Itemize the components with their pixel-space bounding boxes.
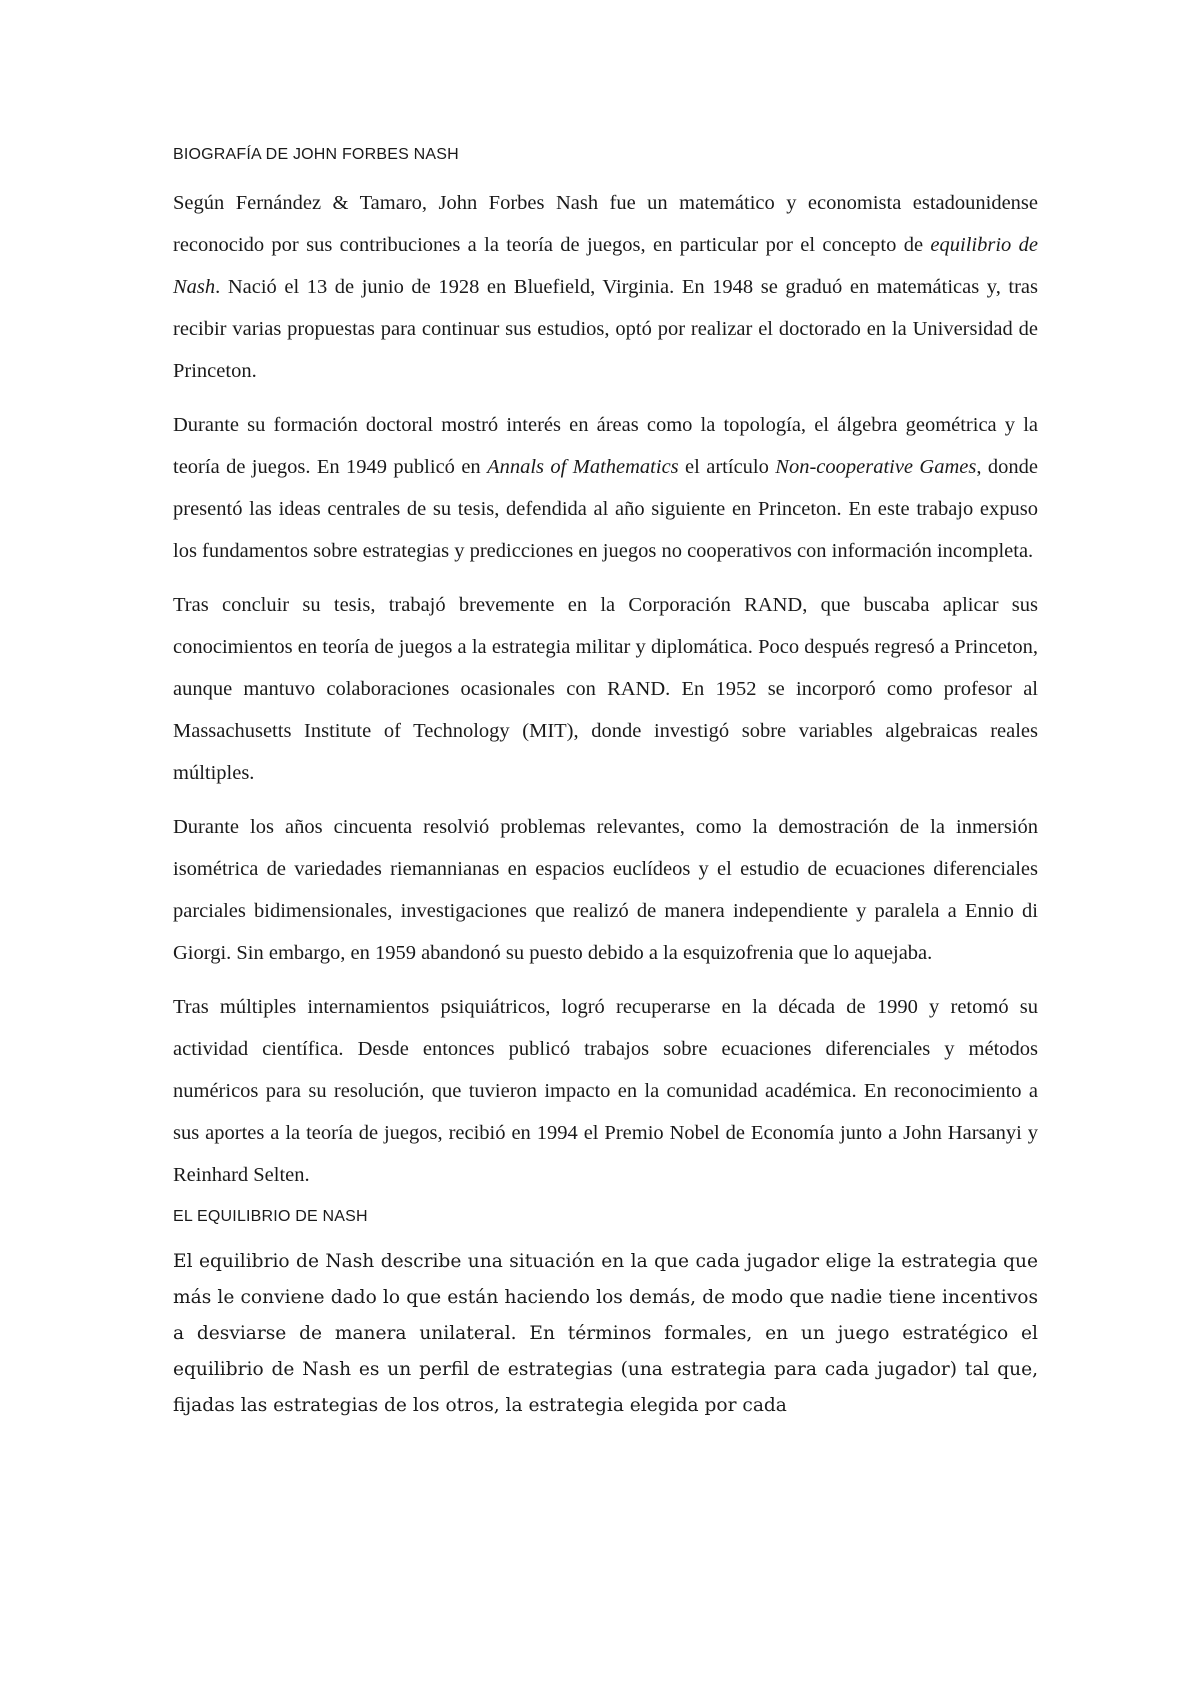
italic-text: Non-cooperative Games [775, 456, 977, 478]
paragraph [173, 584, 1038, 794]
text-segment: Durante los años cincuenta resolvió problemas relevantes, como la demostración de la inmersión isométrica de variedades riemannianas en espacios euclídeos y el estudio de ecuaciones diferenciales parciales bidimensionales, investigaciones que realizó de manera independiente y paralela a Ennio di Giorgi. Sin embargo, en 1959 abandonó su puesto debido a la esquizofrenia que lo aquejaba. [173, 816, 1038, 964]
text-segment: el artículo [678, 456, 776, 478]
equilibrium-body [173, 1244, 1038, 1424]
paragraph [173, 806, 1038, 974]
text-segment: El equilibrio de Nash describe una situación en la que cada jugador elige la estrategia que más le conviene dado lo que están haciendo los demás, de modo que nadie tiene incentivos a desviarse de manera unilateral. En términos formales, en un juego estratégico el equilibrio de Nash es un perfil de estrategias (una estrategia para cada jugador) tal que, fijadas las estrategias de los otros, la estrategia elegida por cada [173, 1251, 1038, 1416]
italic-text: Annals of Mathematics [487, 456, 679, 478]
document-page [173, 136, 1038, 1424]
text-segment: Según Fernández & Tamaro, John Forbes Nash fue un matemático y economista estadounidense reconocido por sus contribuciones a la teoría de juegos, en particular por el concepto de [173, 192, 1038, 256]
text-segment: Tras concluir su tesis, trabajó brevemente en la Corporación RAND, que buscaba aplicar sus conocimientos en teoría de juegos a la estrategia militar y diplomática. Poco después regresó a Princeton, aunque mantuvo colaboraciones ocasionales con RAND. En 1952 se incorporó como profesor al Massachusetts Institute of Technology (MIT), donde investigó sobre variables algebraicas reales múltiples. [173, 594, 1038, 784]
section-heading-equilibrium: EL EQUILIBRIO DE NASH [173, 1208, 368, 1225]
biography-body [173, 182, 1038, 1196]
text-segment: Durante su formación doctoral mostró interés en áreas como la topología, el álgebra geométrica y la teoría de juegos. En 1949 publicó en [173, 414, 1038, 478]
paragraph [173, 404, 1038, 572]
text-segment: , donde presentó las ideas centrales de su tesis, defendida al año siguiente en Princeton. En este trabajo expuso los fundamentos sobre estrategias y predicciones en juegos no cooperativos con información incompleta. [173, 456, 1038, 562]
paragraph [173, 182, 1038, 392]
paragraph [173, 986, 1038, 1196]
section-heading-biography: BIOGRAFÍA DE JOHN FORBES NASH [173, 146, 459, 163]
italic-text: equilibrio de Nash [173, 234, 1038, 298]
text-segment: . Nació el 13 de junio de 1928 en Bluefield, Virginia. En 1948 se graduó en matemáticas y, tras recibir varias propuestas para continuar sus estudios, optó por realizar el doctorado en la Universidad de Princeton. [173, 276, 1038, 382]
text-segment: Tras múltiples internamientos psiquiátricos, logró recuperarse en la década de 1990 y retomó su actividad científica. Desde entonces publicó trabajos sobre ecuaciones diferenciales y métodos numéricos para su resolución, que tuvieron impacto en la comunidad académica. En reconocimiento a sus aportes a la teoría de juegos, recibió en 1994 el Premio Nobel de Economía junto a John Harsanyi y Reinhard Selten. [173, 996, 1038, 1186]
paragraph [173, 1244, 1038, 1424]
